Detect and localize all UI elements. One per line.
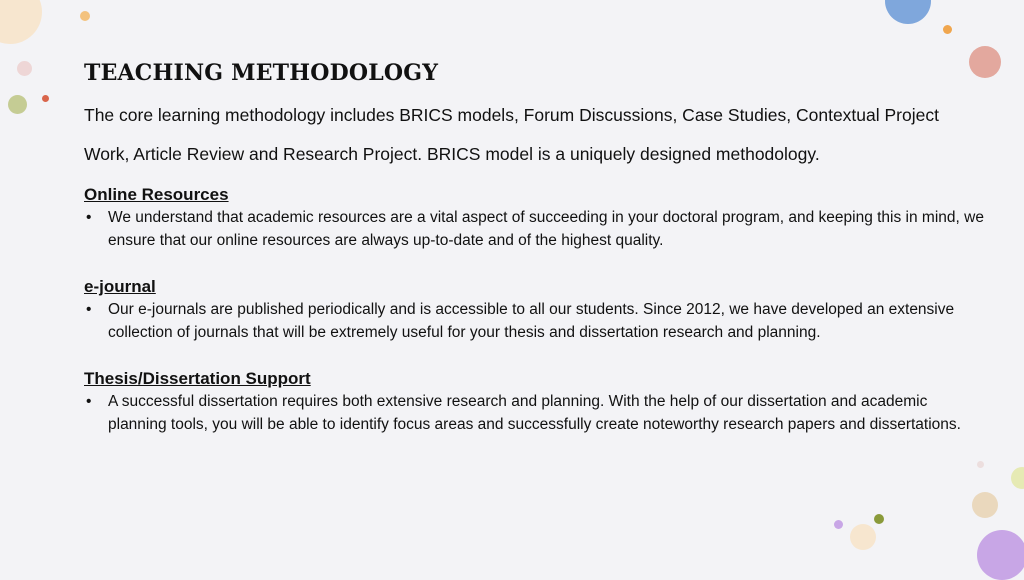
decor-circle-olive-dark	[874, 514, 884, 524]
section-heading: e-journal	[84, 277, 156, 296]
slide-title: TEACHING METHODOLOGY	[84, 60, 439, 86]
slide-content	[84, 58, 984, 460]
decor-circle-orange-small	[80, 11, 90, 21]
decor-circle-peach-large	[0, 0, 42, 44]
decor-circle-faint	[977, 461, 984, 468]
decor-circle-pink	[17, 61, 32, 76]
section-thesis-support	[84, 368, 984, 436]
bullet-text: We understand that academic resources are a vital aspect of succeeding in your doctoral program, and keeping this in mind, we ensure that our online resources are always up-to-date and of the highest quality.	[108, 209, 984, 249]
bullet-icon: •	[86, 301, 92, 318]
decor-circle-olive	[8, 95, 27, 114]
section-e-journal	[84, 276, 984, 344]
bullet-icon: •	[86, 393, 92, 410]
section-online-resources	[84, 184, 984, 252]
decor-circle-beige	[972, 492, 998, 518]
bullet-item	[84, 298, 984, 344]
intro-paragraph: The core learning methodology includes BRICS models, Forum Discussions, Case Studies, Contextual Project Work, Article Review and Research Project. BRICS model is a uniquely designed methodology.	[84, 105, 939, 164]
bullet-text: A successful dissertation requires both extensive research and planning. With the help of our dissertation and academic planning tools, you will be able to identify focus areas and successfully create noteworthy research papers and dissertations.	[108, 393, 961, 433]
decor-circle-lilac-large	[977, 530, 1024, 580]
decor-circle-lilac-small	[834, 520, 843, 529]
bullet-icon: •	[86, 209, 92, 226]
decor-circle-red	[42, 95, 49, 102]
decor-circle-blue	[885, 0, 931, 24]
decor-circle-yellowgreen	[1011, 467, 1024, 489]
decor-circle-cream	[850, 524, 876, 550]
decor-circle-orange	[943, 25, 952, 34]
bullet-text: Our e-journals are published periodically and is accessible to all our students. Since 2012, we have developed an extensive collection of journals that will be extremely useful for your thesis and dissertation research and planning.	[108, 301, 955, 341]
section-heading: Thesis/Dissertation Support	[84, 369, 311, 388]
section-heading: Online Resources	[84, 185, 229, 204]
bullet-item	[84, 206, 984, 252]
bullet-item	[84, 390, 984, 436]
